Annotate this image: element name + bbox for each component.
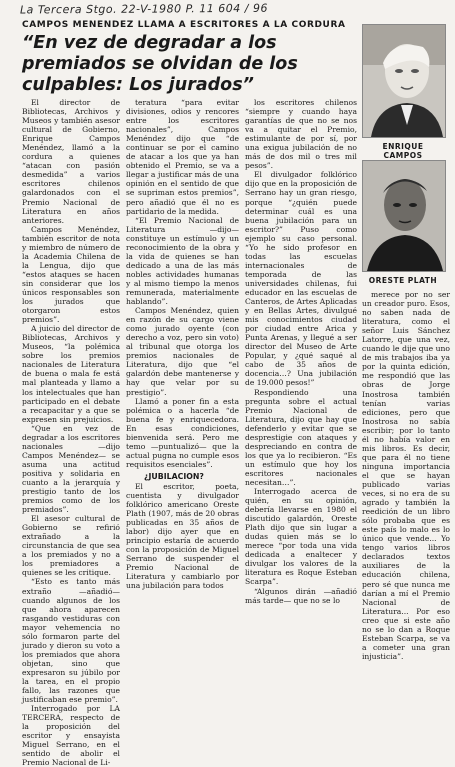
photo-caption-enrique-campos: ENRIQUE CAMPOS <box>382 142 424 160</box>
paragraph: Interrogado por LA TERCERA, respecto de la proposición del escritor y ensayista Miguel Serrano, en el sentido de abolir el Premio Nacional de Li- <box>22 704 120 767</box>
paragraph: “Que en vez de degradar a los escritores nacionales —dijo Campos Menéndez— se asuma una actitud positiva y solidaria en cuanto a la jerarquía y prestigio tanto de los premios como de los premiados”. <box>22 423 120 515</box>
article-column-4 <box>362 290 450 661</box>
article-column-3 <box>245 98 357 605</box>
portrait-photo-enrique-campos <box>362 24 446 138</box>
photo-caption-oreste-plath: ORESTE PLATH <box>368 276 438 285</box>
paragraph: El divulgador folklórico dijo que en la proposición de Serrano hay un gran riesgo, porque “¿quién puede determinar cuál es una buena jubilación para un escritor?” Puso como ejemplo su caso personal. “Yo he sido profesor en todas las escuelas internacionales de temporada de las universidades chilenas, fui educador en las escuelas de Canteros, de Artes Aplicadas y en Bellas Artes, divulgué mis conocimientos ciudad por ciudad entre Arica y Punta Arenas, y llegué a ser director del Museo de Arte Popular, y ¿qué saqué al cabo de 35 años de docencia…? Una jubilación de 19.000 pesos!” <box>245 170 357 388</box>
article-column-1 <box>22 98 120 767</box>
article-column-2 <box>126 98 239 598</box>
paragraph: El director de Bibliotecas, Archivos y Museos y también asesor cultural de Gobierno, Enrique Campos Menéndez, llamó a la cordura a quienes “atacan con pasión desmedida” a varios escritores chilenos galardonados con el Premio Nacional de Literatura en años anteriores. <box>22 98 120 225</box>
paragraph: El asesor cultural de Gobierno se refirió extrañado a la circunstancia de que sea a los premiados y no a los premiadores a quienes se les critique. <box>22 514 120 578</box>
paragraph: merece por no ser un creador puro. Esos, no saben nada de literatura, como el señor Luis Sánchez Latorre, que una vez, cuando le dije que uno de mis trabajos iba ya por la quinta edición, me respondió que las obras de Jorge Inostrosa también tenían varias ediciones, pero que Inostrosa no sabía escribir; por lo tanto él no había valor en mis libros. Es decir, que para él no tiene ninguna importancia el que se hayan publicado varias veces, si no era de su agrado y también la reedición de un libro sólo probaba que es este país lo malo es lo único que vende... Yo tengo varios libros declarados textos auxiliares de la educación chilena, pero sé que nunca me darían a mí el Premio Nacional de Literatura... Por eso creo que si este año no se lo dan a Roque Esteban Scarpa, se va a cometer una gran injusticia”. <box>362 290 450 661</box>
portrait-photo-oreste-plath <box>362 160 446 272</box>
paragraph: los escritores chilenos “siempre y cuando haya garantías de que no se nos va a quitar el Premio, estimulante de por sí, por una exigua jubilación de no más de dos mil o tres mil pesos”. <box>245 98 357 171</box>
paragraph: “Esto es tanto más extraño —añadió— cuando algunos de los que ahora aparecen rasgando vestiduras con mayor vehemencia no sólo formaron parte del jurado y dieron su voto a los premiados que ahora objetan, sino que expresaron su júbilo por la tarea, en el propio fallo, las razones que justificaban ese premio”. <box>22 577 120 705</box>
paragraph: Interrogado acerca de quién, en su opinión, debería llevarse en 1980 el discutido galardón, Oreste Plath dijo que sin lugar a dudas quien más se lo merece “por toda una vida dedicada a enaltecer y divulgar los valores de la literatura es Roque Esteban Scarpa”. <box>245 487 357 587</box>
paragraph: El escritor, poeta, cuentista y divulgador folklórico americano Oreste Plath (1907, más de 20 obras publicadas en 35 años de labor) dijo ayer que en principio estaría de acuerdo con la proposición de Miguel Serrano de suspender el Premio Nacional de Literatura y cambiarlo por una jubilación para todos <box>126 481 239 591</box>
archive-handwritten-note: La Tercera Stgo. 22-V-1980 P. 11 604 / 96 <box>19 1 268 17</box>
paragraph: “Algunos dirán —añadió más tarde— que no se lo <box>245 586 357 605</box>
paragraph: Campos Menéndez, quien en razón de su cargo viene como jurado oyente (con derecho a voz, pero sin voto) al tribunal que otorga los premios nacionales de Literatura, dijo que “el galardón debe mantenerse y hay que velar por su prestigio”. <box>126 306 239 397</box>
paragraph: Respondiendo una pregunta sobre el actual Premio Nacional de Literatura, dijo que hay que defenderlo y evitar que se desprestigie con ataques y despreciando en contra de los que ya lo recibieron. “Es un estímulo que hoy los escritores nacionales necesitan…”. <box>245 387 357 487</box>
paragraph: teratura “para evitar divisiones, odios y rencores entre los escritores nacionales”, Campos Menéndez dijo que “de continuar se por el camino de atacar a los que ya han obtenido el Premio, se va a llegar a justificar más de una opinión en el sentido de que se supriman estos premios”, pero añadió que él no es partidario de la medida. <box>126 98 239 216</box>
paragraph: A juicio del director de Bibliotecas, Archivos y Museos, “la polémica sobre los premios nacionales de Literatura de buena o mala fe está mal planteada y llamo a los intelectuales que han participado en el debate a recapacitar y a que se expresen sin prejuicios. <box>22 324 120 424</box>
paragraph: Llamó a poner fin a esta polémica o a hacerla “de buena fe y enriquecedora. En esas condiciones, bienvenida será. Pero me temo —puntualizó— que la actual pugna no cumple esos requisitos esenciales”. <box>126 396 239 469</box>
article-headline: “En vez de degradar a los premiados se olvidan de los culpables: Los jurados” <box>22 33 298 95</box>
section-subhead: ¿JUBILACION? <box>144 471 204 481</box>
article-kicker: CAMPOS MENENDEZ LLAMA A ESCRITORES A LA CORDURA <box>22 20 346 30</box>
paragraph: “El Premio Nacional de Literatura —dijo— constituye un estímulo y un reconocimiento de la obra y la vida de quienes se han dedicado a una de las más nobles actividades humanas y al mismo tiempo la menos remunerada, materialmente hablando”. <box>126 215 239 307</box>
paragraph: Campos Menéndez, también escritor de nota y miembro de número de la Academia Chilena de la Lengua, dijo que “estos ataques se hacen sin considerar que los únicos responsables son los jurados que otorgaron estos premios”. <box>22 224 120 325</box>
